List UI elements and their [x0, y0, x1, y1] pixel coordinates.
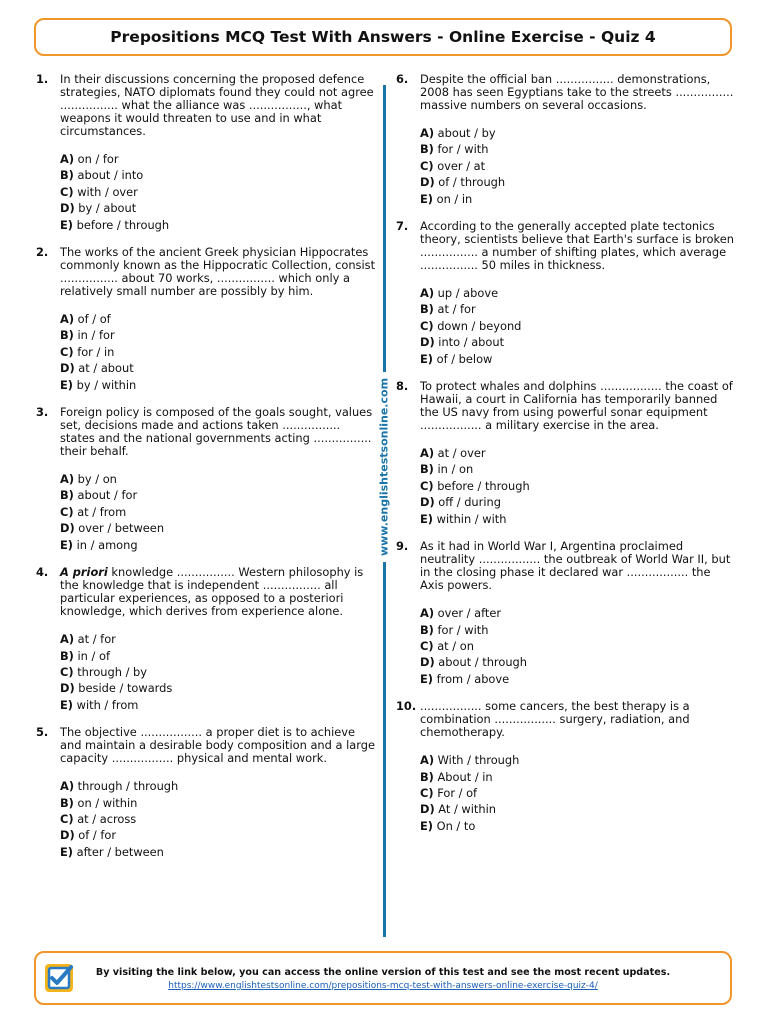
question-body: [420, 220, 736, 367]
option-letter: A): [420, 606, 435, 621]
option-letter: E): [420, 351, 433, 366]
footer-box: [34, 951, 732, 1005]
option-text: over / between: [78, 521, 165, 536]
option-text: with / from: [76, 697, 139, 712]
question-number: 1.: [36, 72, 49, 86]
option-text: before / through: [76, 217, 170, 232]
question-number: 7.: [396, 219, 409, 234]
question-4: [36, 566, 376, 713]
option-letter: A): [60, 472, 75, 487]
option-text: of / of: [77, 312, 111, 327]
answer-option[interactable]: [60, 664, 376, 680]
answer-option[interactable]: [60, 648, 376, 664]
question-body: [420, 73, 736, 207]
option-text: On / to: [436, 818, 476, 833]
answer-option[interactable]: [420, 318, 736, 334]
question-body: [420, 540, 736, 687]
question-9: [396, 540, 736, 687]
option-text: With / through: [437, 753, 520, 768]
question-text: [60, 246, 376, 298]
question-number: 8.: [396, 379, 409, 394]
question-text: [420, 540, 736, 592]
option-text: on / in: [436, 191, 473, 206]
option-letter: D): [420, 335, 435, 350]
question-text: [60, 726, 376, 765]
question-number: 3.: [36, 405, 49, 420]
question-stem: Foreign policy is composed of the goals sought, values set, decisions made and actions taken ................ states and the national governments acting ................ their behalf.: [60, 405, 373, 459]
option-letter: D): [420, 655, 435, 670]
option-letter: A): [60, 152, 75, 166]
answer-option[interactable]: [60, 311, 376, 327]
question-6: [396, 73, 736, 207]
option-text: at / for: [437, 302, 476, 317]
option-text: for / with: [437, 142, 489, 157]
answer-option[interactable]: [60, 795, 376, 811]
question-text: [60, 406, 376, 458]
answer-option[interactable]: [60, 844, 376, 860]
question-text: [420, 73, 736, 112]
option-text: at / across: [77, 811, 137, 826]
option-letter: B): [60, 488, 74, 503]
answer-option[interactable]: [420, 174, 736, 190]
option-letter: D): [420, 495, 435, 510]
answer-option[interactable]: [60, 471, 376, 487]
option-text: into / about: [438, 335, 505, 350]
option-text: over / after: [437, 606, 502, 621]
option-letter: B): [60, 328, 74, 343]
question-1: [36, 73, 376, 233]
option-letter: D): [420, 175, 435, 190]
question-5: [36, 726, 376, 860]
answer-option[interactable]: [420, 301, 736, 317]
option-letter: E): [60, 697, 73, 712]
question-8: [396, 380, 736, 527]
option-text: up / above: [437, 286, 499, 301]
page-title: Prepositions MCQ Test With Answers - Online Exercise - Quiz 4: [110, 28, 656, 46]
answer-option[interactable]: [420, 769, 736, 785]
answer-option[interactable]: [60, 680, 376, 696]
option-text: beside / towards: [78, 681, 173, 696]
option-letter: B): [420, 302, 434, 317]
option-text: with / over: [77, 184, 138, 199]
option-letter: A): [60, 779, 75, 794]
answer-option[interactable]: [60, 778, 376, 794]
option-letter: B): [420, 142, 434, 157]
answer-option[interactable]: [60, 827, 376, 843]
option-letter: A): [420, 446, 435, 461]
question-number: 6.: [396, 72, 409, 86]
option-text: At / within: [438, 802, 496, 817]
option-letter: C): [420, 785, 434, 800]
footer-notice: By visiting the link below, you can access the online version of this test and see the most recent updates.: [95, 967, 671, 978]
option-text: at / for: [77, 632, 116, 647]
question-stem: In their discussions concerning the proposed defence strategies, NATO diplomats found they could not agree ................ what the alliance was ................, what weapons it would threaten to use and in what circumstances.: [60, 72, 374, 138]
answer-option[interactable]: [60, 537, 376, 553]
answer-option[interactable]: [420, 785, 736, 801]
answer-option[interactable]: [420, 351, 736, 367]
option-text: on / for: [77, 152, 119, 166]
option-text: of / below: [436, 351, 493, 366]
option-letter: D): [60, 201, 75, 216]
question-text: [60, 566, 376, 618]
option-letter: B): [60, 795, 74, 810]
answer-option[interactable]: [60, 487, 376, 503]
questions-right-column: [396, 73, 736, 847]
answer-option[interactable]: [420, 191, 736, 207]
option-letter: E): [420, 671, 433, 686]
question-number: 9.: [396, 539, 409, 554]
option-text: in / among: [76, 537, 138, 552]
option-letter: C): [420, 318, 434, 333]
option-letter: B): [420, 769, 434, 784]
answer-option[interactable]: [420, 605, 736, 621]
option-text: about / for: [77, 488, 138, 503]
question-number: 10.: [396, 699, 417, 714]
option-text: in / for: [77, 328, 115, 343]
option-text: off / during: [438, 495, 501, 510]
answer-option[interactable]: [420, 654, 736, 670]
option-letter: D): [420, 802, 435, 817]
question-number: 5.: [36, 725, 49, 740]
option-letter: E): [60, 377, 73, 392]
option-letter: B): [60, 168, 74, 183]
question-body: [60, 246, 376, 393]
option-text: at / over: [437, 446, 486, 461]
footer-link[interactable]: https://www.englishtestsonline.com/prepositions-mcq-test-with-answers-online-exercise-quiz-4/: [168, 981, 598, 991]
option-letter: E): [420, 818, 433, 833]
option-letter: C): [60, 811, 74, 826]
option-text: by / about: [78, 201, 137, 216]
answer-option[interactable]: [60, 520, 376, 536]
answer-option[interactable]: [60, 167, 376, 183]
option-text: For / of: [437, 785, 478, 800]
option-letter: E): [60, 537, 73, 552]
answer-option[interactable]: [420, 285, 736, 301]
option-letter: A): [60, 632, 75, 647]
option-text: by / within: [76, 377, 137, 392]
question-stem: The works of the ancient Greek physician Hippocrates commonly known as the Hippocratic Collection, consist ................ about 70 works, ................ which only a relatively small number are possibly by him.: [60, 245, 376, 299]
answer-option[interactable]: [420, 511, 736, 527]
option-letter: B): [420, 622, 434, 637]
answer-option[interactable]: [60, 360, 376, 376]
question-stem: To protect whales and dolphins ................. the coast of Hawaii, a court in California has temporarily banned the US navy from using powerful sonar equipment ................. a military exercise in the area.: [420, 379, 733, 433]
option-letter: A): [420, 753, 435, 768]
option-text: over / at: [437, 158, 486, 173]
option-letter: A): [60, 312, 75, 327]
question-number: 2.: [36, 245, 49, 260]
question-body: [60, 73, 376, 233]
option-letter: E): [60, 844, 73, 859]
option-letter: E): [420, 511, 433, 526]
option-letter: C): [60, 664, 74, 679]
answer-option[interactable]: [420, 752, 736, 768]
option-text: at / about: [78, 361, 134, 376]
question-3: [36, 406, 376, 553]
answer-option[interactable]: [420, 671, 736, 687]
option-letter: C): [420, 638, 434, 653]
option-text: About / in: [437, 769, 493, 784]
option-text: through / by: [77, 664, 148, 679]
option-text: in / of: [77, 648, 110, 663]
option-text: about / through: [438, 655, 527, 670]
option-letter: A): [420, 286, 435, 301]
option-letter: E): [420, 191, 433, 206]
question-stem: The objective ................. a proper diet is to achieve and maintain a desirable body composition and a large capacity ................. physical and mental work.: [60, 725, 375, 766]
option-letter: C): [420, 478, 434, 493]
option-text: at / on: [437, 638, 474, 653]
option-text: about / by: [437, 126, 496, 140]
option-letter: C): [60, 504, 74, 519]
title-box: [34, 18, 732, 56]
answer-option[interactable]: [420, 125, 736, 141]
questions-left-column: [36, 73, 376, 873]
answer-option[interactable]: [60, 184, 376, 200]
question-stem: Despite the official ban ................ demonstrations, 2008 has seen Egyptians take to the streets ................ massive numbers on several occasions.: [420, 72, 734, 112]
answer-option[interactable]: [420, 478, 736, 494]
question-body: [420, 380, 736, 527]
option-text: before / through: [437, 478, 530, 493]
option-text: of / through: [438, 175, 506, 190]
option-text: within / with: [436, 511, 507, 526]
answer-option[interactable]: [420, 818, 736, 834]
question-stem: knowledge ................ Western philosophy is the knowledge that is independent ................ all particular experiences, as opposed to a posteriori knowledge, which derives from experience alone.: [60, 565, 364, 619]
answer-option[interactable]: [420, 638, 736, 654]
option-text: from / above: [436, 671, 510, 686]
option-text: for / with: [437, 622, 489, 637]
option-letter: D): [60, 828, 75, 843]
answer-option[interactable]: [60, 631, 376, 647]
option-text: on / within: [77, 795, 138, 810]
answer-option[interactable]: [420, 158, 736, 174]
answer-option[interactable]: [420, 141, 736, 157]
answer-option[interactable]: [60, 344, 376, 360]
option-letter: B): [420, 462, 434, 477]
answer-option[interactable]: [60, 504, 376, 520]
option-text: about / into: [77, 168, 144, 183]
answer-option[interactable]: [60, 200, 376, 216]
option-letter: E): [60, 217, 73, 232]
option-letter: D): [60, 521, 75, 536]
option-text: for / in: [77, 344, 115, 359]
option-letter: C): [60, 184, 74, 199]
answer-option[interactable]: [420, 445, 736, 461]
side-website-label: www.englishtestsonline.com: [375, 372, 394, 562]
question-stem: As it had in World War I, Argentina proclaimed neutrality ................. the outbreak of World War II, but in the closing phase it declared war ................. the Axis powers.: [420, 539, 731, 593]
question-stem: According to the generally accepted plate tectonics theory, scientists believe that Earth's surface is broken ................ a number of shifting plates, which average ................ 50 miles in thickness.: [420, 219, 734, 273]
option-text: of / for: [78, 828, 117, 843]
answer-option[interactable]: [60, 811, 376, 827]
option-letter: C): [420, 158, 434, 173]
answer-option[interactable]: [60, 377, 376, 393]
option-letter: D): [60, 681, 75, 696]
question-body: [420, 700, 736, 834]
option-letter: B): [60, 648, 74, 663]
question-body: [60, 406, 376, 553]
option-text: after / between: [76, 844, 164, 859]
answer-option[interactable]: [420, 461, 736, 477]
answer-option[interactable]: [420, 622, 736, 638]
question-text: [420, 220, 736, 272]
answer-option[interactable]: [60, 697, 376, 713]
option-text: in / on: [437, 462, 474, 477]
question-body: [60, 726, 376, 860]
question-number: 4.: [36, 565, 49, 580]
answer-option[interactable]: [420, 334, 736, 350]
answer-option[interactable]: [420, 494, 736, 510]
option-text: through / through: [77, 779, 179, 794]
answer-option[interactable]: [60, 151, 376, 167]
option-letter: C): [60, 344, 74, 359]
option-letter: A): [420, 126, 435, 140]
question-emphasis: A priori: [60, 565, 108, 580]
option-text: down / beyond: [437, 318, 522, 333]
option-text: by / on: [77, 472, 117, 487]
option-letter: D): [60, 361, 75, 376]
question-2: [36, 246, 376, 393]
question-stem: ................. some cancers, the best therapy is a combination ................. surgery, radiation, and chemotherapy.: [420, 699, 690, 740]
question-text: [420, 700, 736, 739]
option-text: at / from: [77, 504, 127, 519]
answer-option[interactable]: [420, 801, 736, 817]
answer-option[interactable]: [60, 217, 376, 233]
question-7: [396, 220, 736, 367]
question-10: [396, 700, 736, 834]
answer-option[interactable]: [60, 327, 376, 343]
question-text: [60, 73, 376, 138]
question-body: [60, 566, 376, 713]
question-text: [420, 380, 736, 432]
